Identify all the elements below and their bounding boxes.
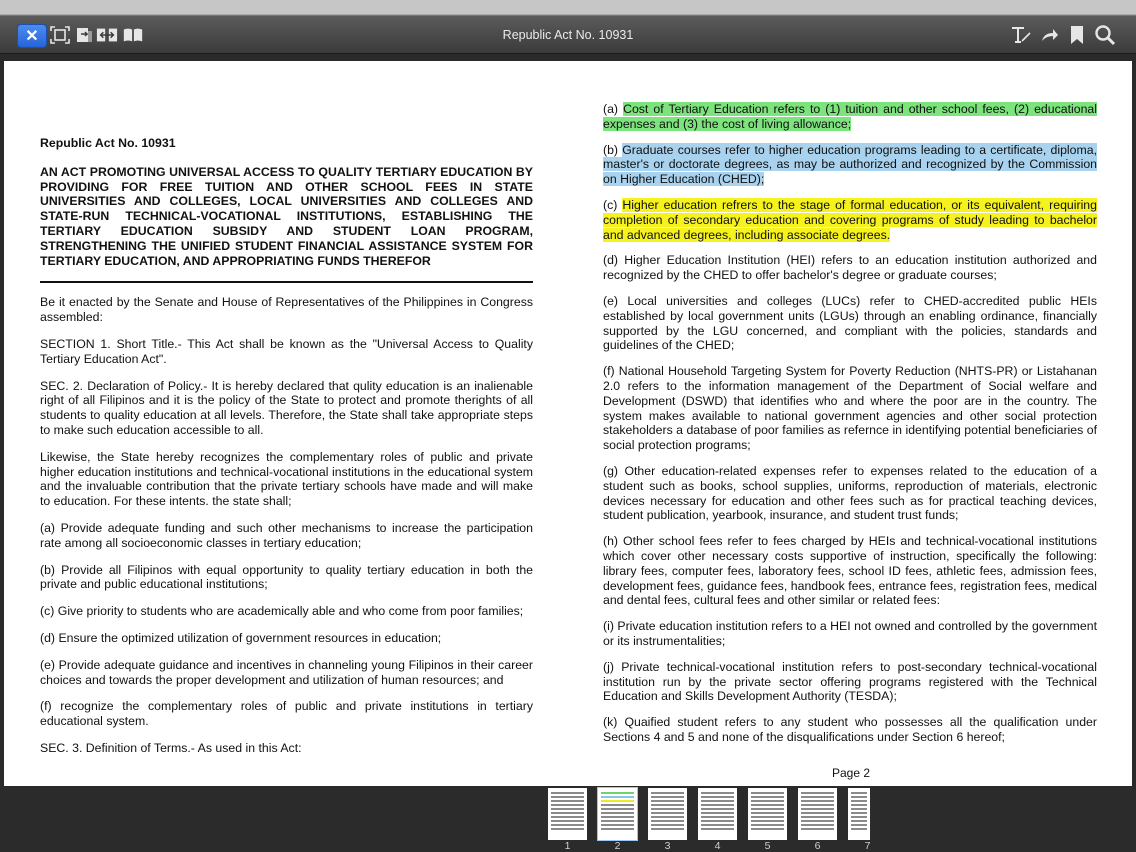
text-tool-icon	[1010, 25, 1032, 45]
paragraph: (g) Other education-related expenses refer to expenses related to the education of a student such as books, school supplies, uniforms, reproduction of materials, electronic devices necessary for education and other fees such as for practical teaching devices, student publication, yearbook, insurance, and student trust funds;	[603, 463, 1097, 523]
document-title: Republic Act No. 10931	[502, 28, 634, 42]
definition-a[interactable]: (a) Cost of Tertiary Education refers to (1) tuition and other school fees, (2) educational expenses and (3) the cost of living allowance;	[603, 102, 1097, 131]
page-label: Page 2	[832, 766, 871, 780]
paragraph: Be it enacted by the Senate and House of Representatives of the Philippines in Congress assembled:	[40, 295, 533, 325]
thumbnail-number: 6	[814, 840, 821, 852]
highlight-yellow[interactable]: Higher education refrers to the stage of formal education, or its equivalent, requiring completion of secondary education and covering programs of study leading to bachelor and advanced degrees, including associate degrees.	[603, 197, 1097, 242]
paragraph: (c) Give priority to students who are academically able and who come from poor families;	[40, 604, 524, 619]
search-icon	[1094, 24, 1116, 46]
text-tool-button[interactable]	[1010, 24, 1032, 46]
paragraph: (e) Local universities and colleges (LUCs) refer to CHED-accredited public HEIs established by local government units (LGUs) through an enabling ordinance, financially supported by the LGU concerned, and compliant with the policies, standards and guidelines of the CHED;	[603, 293, 1097, 353]
page-thumbnail-6[interactable]	[798, 788, 837, 840]
thumbnail-number: 5	[764, 840, 771, 852]
thumbnail-number: 3	[664, 840, 671, 852]
paragraph: (d) Higher Education Institution (HEI) refers to an education institution authorized and recognized by the CHED to offer bachelor's degree or graduate courses;	[603, 253, 1097, 283]
right-column	[603, 102, 1097, 756]
page-thumbnail-4[interactable]	[698, 788, 737, 840]
page-thumbnail-7[interactable]	[848, 788, 870, 840]
close-icon: ✕	[25, 28, 39, 45]
highlight-green[interactable]: Cost of Tertiary Education refers to (1) tuition and other school fees, (2) educational expenses and (3) the cost of living allowance;	[603, 102, 1097, 131]
share-button[interactable]	[1039, 24, 1061, 46]
page-thumbnail-2[interactable]	[598, 788, 637, 840]
toolbar	[0, 0, 1136, 54]
left-column	[40, 136, 533, 768]
thumbnail-number: 7	[864, 840, 871, 852]
search-button[interactable]	[1094, 24, 1116, 46]
document-page	[4, 61, 1132, 786]
paragraph: (j) Private technical-vocational institution refers to post-secondary technical-vocational institution run by the private sector offering programs registered with the Technical Education and Skills Development Authority (TESDA);	[603, 659, 1097, 704]
thumbnail-number: 1	[564, 840, 571, 852]
paragraph: SEC. 2. Declaration of Policy.- It is hereby declared that qulity education is an inalienable right of all Filipinos and it is the policy of the State to protect and promote therights of all students to quality education at all levels. Therefore, the State shall take appropriate steps to make such education accessible to all.	[40, 378, 533, 437]
act-heading: AN ACT PROMOTING UNIVERSAL ACCESS TO QUALITY TERTIARY EDUCATION BY PROVIDING FOR FREE TUITION AND OTHER SCHOOL FEES IN STATE UNIVERSITIES AND COLLEGES, LOCAL UNIVERSITIES AND COLLEGES AND STATE-RUN TECHNICAL-VOCATIONAL INSTITUTIONS, ESTABLISHING THE TERTIARY EDUCATION SUBSIDY AND STUDENT LOAN PROGRAM, STRENGTHENING THE UNIFIED STUDENT FINANCIAL ASSISTANCE SYSTEM FOR TERTIARY EDUCATION, AND APPROPRIATING FUNDS THEREFOR	[40, 164, 533, 268]
paragraph: SECTION 1. Short Title.- This Act shall be known as the "Universal Access to Quality Tertiary Education Act".	[40, 336, 533, 366]
definition-c[interactable]: (c) Higher education refrers to the stage of formal education, or its equivalent, requiring completion of secondary education and covering programs of study leading to bachelor and advanced degrees, including associate degrees.	[603, 197, 1097, 242]
doc-title: Republic Act No. 10931	[40, 136, 176, 150]
thumbnail-number: 2	[614, 840, 621, 852]
paragraph: (f) recognize the complementary roles of public and private institutions in tertiary educational system.	[40, 699, 533, 729]
page-thumbnail-3[interactable]	[648, 788, 687, 840]
page-thumbnail-5[interactable]	[748, 788, 787, 840]
thumbnail-strip	[0, 788, 1136, 852]
paragraph: (a) Provide adequate funding and such other mechanisms to increase the participation rate among all socioeconomic classes in tertiary education;	[40, 520, 533, 550]
paragraph: SEC. 3. Definition of Terms.- As used in this Act:	[40, 740, 302, 755]
divider	[40, 281, 533, 283]
paragraph: (i) Private education institution refers to a HEI not owned and controlled by the government or its instrumentalities;	[603, 619, 1097, 648]
paragraph: (b) Provide all Filipinos with equal opportunity to quality tertiary education in both the private and public educational institutions;	[40, 562, 533, 592]
definition-b[interactable]: (b) Graduate courses refer to higher education programs leading to a certificate, diploma, master's or doctorate degrees, as may be authorized and recognized by the Commission on Higher Education (CHED);	[603, 142, 1097, 187]
paragraph: (h) Other school fees refer to fees charged by HEIs and technical-vocational institutions which cover other necessary costs supportive of instruction, specifically the following: library fees, computer fees, laboratory fees, school ID fees, athletic fees, admission fees, development fees, guidance fees, handbook fees, entrance fees, registration fees, medical and dental fees, cultural fees and other similar or related fees:	[603, 534, 1097, 608]
paragraph: (f) National Household Targeting System for Poverty Reduction (NHTS-PR) or Listahanan 2.0 refers to the information management of the Department of Social welfare and Development (DSWD) that identifies who and where the poor are in the country. The system makes available to national government agencies and other social protection stakeholders a database of poor families as refernce in identifying potential beneficiaries of social protection programs;	[603, 364, 1097, 453]
highlight-blue[interactable]: Graduate courses refer to higher education programs leading to a certificate, diploma, master's or doctorate degrees, as may be authorized and recognized by the Commission on Higher Education (CHED);	[603, 142, 1097, 187]
bookmark-button[interactable]	[1066, 24, 1088, 46]
thumbnail-number: 4	[714, 840, 721, 852]
bookmark-icon	[1069, 25, 1085, 45]
page-thumbnail-1[interactable]	[548, 788, 587, 840]
paragraph: (k) Quaified student refers to any student who possesses all the qualification under Sections 4 and 5 and none of the disqualifications under Section 6 hereof;	[603, 715, 1097, 744]
paragraph: (d) Ensure the optimized utilization of government resources in education;	[40, 630, 442, 645]
paragraph: (e) Provide adequate guidance and incentives in channeling young Filipinos in their career choices and towards the proper development and utilization of human resources; and	[40, 657, 533, 687]
paragraph: Likewise, the State hereby recognizes the complementary roles of public and private higher education institutions and technical-vocational institutions in the educational system and the invaluable contribution that the private tertiary schools have made and will make to education. For these intents. the state shall;	[40, 449, 533, 509]
share-icon	[1040, 26, 1060, 44]
